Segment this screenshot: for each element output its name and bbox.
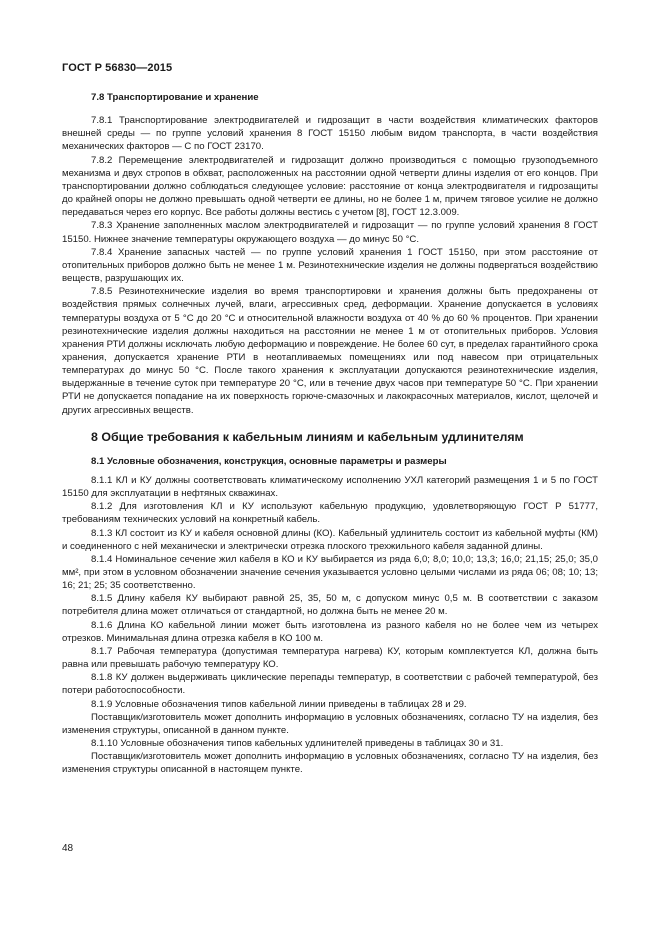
section-7-8-heading: 7.8 Транспортирование и хранение <box>91 92 259 103</box>
paragraph-7-8-5: 7.8.5 Резинотехнические изделия во время транспортировки и хранения должны быть предохранены от воздействия прямых солнечных лучей, влаги, агрессивных сред, деформации. Хранение допускается в условиях температуры воздуха от 5 °С до 20 °С и относительной влажности воздуха от 40 % до 60 % процентов. При хранении резинотехнические изделия должны находиться на расстоянии не менее 1 м от отопительных приборов. Условия хранения РТИ должны исключать любую деформацию и повреждение. Не более 60 сут, в пределах гарантийного срока хранения, допускается хранение РТИ в неотапливаемых помещениях или под навесом при отрицательных температурах до минус 50 °С. После такого хранения к эксплуатации допускаются резинотехнические изделия, выдержанные в течение суток при температуре 20 °С, или в течение двух часов при температуре 50 °С. При хранении РТИ не допускается попадание на их поверхность горюче-смазочных и лакокрасочных материалов, кислот, щелочей и других агрессивных веществ. <box>62 286 598 416</box>
paragraph-8-1-3: 8.1.3 КЛ состоит из КУ и кабеля основной длины (КО). Кабельный удлинитель состоит из кабельной муфты (КМ) и соединенного с ней механически и электрически отрезка плоского трехжильного кабеля заданной длины. <box>62 527 598 552</box>
paragraph-8-1-4: 8.1.4 Номинальное сечение жил кабеля в КО и КУ выбирается из ряда 6,0; 8,0; 10,0; 13,3; 16,0; 21,15; 25,0; 35,0 мм², при этом в условном обозначении значение сечения указывается условно целыми числами из ряда 06; 08; 10; 13; 16; 21; 25; 35 соответственно. <box>62 553 598 592</box>
paragraph-8-1-9: 8.1.9 Условные обозначения типов кабельной линии приведены в таблицах 28 и 29. <box>91 698 467 710</box>
paragraph-8-1-10-note: Поставщик/изготовитель может дополнить информацию в условных обозначениях, согласно ТУ на изделия, без изменения структуры описанной в настоящем пункте. <box>62 751 598 776</box>
paragraph-8-1-6: 8.1.6 Длина КО кабельной линии может быть изготовлена из разного кабеля но не более чем из четырех отрезков. Минимальная длина отрезка кабеля в КО 100 м. <box>62 619 598 644</box>
paragraph-8-1-5: 8.1.5 Длину кабеля КУ выбирают равной 25, 35, 50 м, с допуском минус 0,5 м. В соответствии с заказом потребителя длина может отличаться от стандартной, но должна быть не менее 20 м. <box>62 593 598 618</box>
paragraph-8-1-8: 8.1.8 КУ должен выдерживать циклические перепады температур, в соответствии с рабочей температурой, без потери работоспособности. <box>62 672 598 697</box>
paragraph-8-1-9-note: Поставщик/изготовитель может дополнить информацию в условных обозначениях, согласно ТУ на изделия, без изменения структуры, описанной в данном пункте. <box>62 711 598 736</box>
paragraph-8-1-10: 8.1.10 Условные обозначения типов кабельных удлинителей приведены в таблицах 30 и 31. <box>91 738 504 750</box>
section-8-1-heading: 8.1 Условные обозначения, конструкция, основные параметры и размеры <box>91 455 447 467</box>
paragraph-8-1-1: 8.1.1 КЛ и КУ должны соответствовать климатическому исполнению УХЛ категорий размещения 1 и 5 по ГОСТ 15150 для эксплуатации в нефтяных скважинах. <box>62 474 598 500</box>
section-8-heading: 8 Общие требования к кабельным линиям и кабельным удлинителям <box>91 429 524 444</box>
paragraph-7-8-4: 7.8.4 Хранение запасных частей — по группе условий хранения 1 ГОСТ 15150, при этом расстояние от отопительных приборов должно быть не менее 1 м. Резинотехнические изделия не должны подвергаться воздействию веществ, разрушающих их. <box>62 246 598 285</box>
paragraph-8-1-7: 8.1.7 Рабочая температура (допустимая температура нагрева) КУ, которым комплектуется КЛ, должна быть равна или превышать рабочую температуру КО. <box>62 645 598 671</box>
paragraph-7-8-1: 7.8.1 Транспортирование электродвигателей и гидрозащит в части воздействия климатических факторов внешней среды — по группе условий хранения 8 ГОСТ 15150 любым видом транспорта, в части воздействия механических факторов — С по ГОСТ 23170. <box>62 115 598 153</box>
paragraph-8-1-2: 8.1.2 Для изготовления КЛ и КУ используют кабельную продукцию, удовлетворяющую ГОСТ Р 51777, требованиям технических условий на конкретный кабель. <box>62 501 598 526</box>
paragraph-7-8-2: 7.8.2 Перемещение электродвигателей и гидрозащит должно производиться с помощью грузоподъемного механизма и двух стропов в обхват, расположенных на расстоянии одной четверти длины изделия от его концов. При транспортировании должно соблюдаться следующее условие: расстояние от конца электродвигателя и гидрозащиты до крайней опоры не должно превышать одной четверти ее длины, но не более 1 м, причем тяговое усилие не должно передаваться через его корпус. Все работы должны вестись с учетом [8], ГОСТ 12.3.009. <box>62 154 598 219</box>
document-header: ГОСТ Р 56830—2015 <box>62 62 173 74</box>
paragraph-7-8-3: 7.8.3 Хранение заполненных маслом электродвигателей и гидрозащит — по группе условий хранения 8 ГОСТ 15150. Нижнее значение температуры окружающего воздуха — до минус 50 °С. <box>62 220 598 245</box>
page-number: 48 <box>62 843 74 854</box>
page-content <box>62 91 598 777</box>
